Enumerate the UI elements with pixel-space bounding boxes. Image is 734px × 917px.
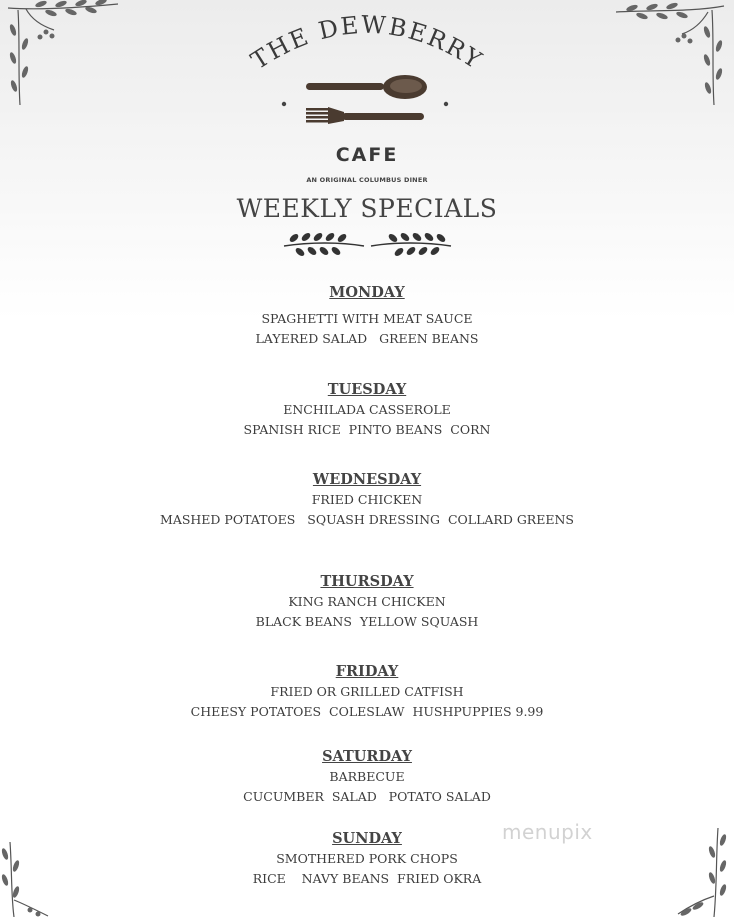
dish-line: LAYERED SALAD GREEN BEANS <box>255 331 479 346</box>
svg-text:THE DEWBERRY <box>246 11 488 76</box>
day-name: MONDAY <box>329 284 405 301</box>
day-name: WEDNESDAY <box>312 471 422 488</box>
day-wednesday <box>0 470 734 530</box>
day-monday <box>0 283 734 349</box>
dish-line: RICE NAVY BEANS FRIED OKRA <box>252 871 482 886</box>
brand-arc-text: THE DEWBERRY <box>246 10 488 76</box>
dish-line: FRIED OR GRILLED CATFISH <box>270 684 464 699</box>
page-title: WEEKLY SPECIALS <box>236 194 498 223</box>
dish-line: MASHED POTATOES SQUASH DRESSING COLLARD GREENS <box>160 512 574 527</box>
brand-name: CAFE <box>335 144 399 166</box>
dish-line: SMOTHERED PORK CHOPS <box>276 851 458 866</box>
day-tuesday <box>0 380 734 440</box>
dish-line: BLACK BEANS YELLOW SQUASH <box>255 614 479 629</box>
dish-line: BARBECUE <box>329 769 405 784</box>
dish-line: SPAGHETTI WITH MEAT SAUCE <box>261 311 473 326</box>
day-name: SUNDAY <box>332 830 402 847</box>
day-name: FRIDAY <box>335 663 399 680</box>
day-thursday <box>0 572 734 632</box>
day-name: SATURDAY <box>322 748 412 765</box>
day-name: THURSDAY <box>320 573 414 590</box>
day-saturday <box>0 747 734 807</box>
spoon-fork-icon <box>280 70 450 132</box>
dish-line: SPANISH RICE PINTO BEANS CORN <box>243 422 491 437</box>
tagline: AN ORIGINAL COLUMBUS DINER <box>306 176 428 184</box>
vine-corner-top-right-icon <box>612 0 727 110</box>
watermark: menupix <box>502 820 593 844</box>
dish-line: CHEESY POTATOES COLESLAW HUSHPUPPIES 9.99 <box>190 704 544 719</box>
dish-line: CUCUMBER SALAD POTATO SALAD <box>243 789 491 804</box>
dish-line: FRIED CHICKEN <box>311 492 423 507</box>
day-friday <box>0 662 734 722</box>
vine-corner-top-left-icon <box>6 0 121 110</box>
laurel-divider-icon <box>280 228 455 260</box>
dish-line: KING RANCH CHICKEN <box>288 594 446 609</box>
dish-line: ENCHILADA CASSEROLE <box>283 402 451 417</box>
day-sunday <box>0 829 734 889</box>
day-name: TUESDAY <box>327 381 407 398</box>
